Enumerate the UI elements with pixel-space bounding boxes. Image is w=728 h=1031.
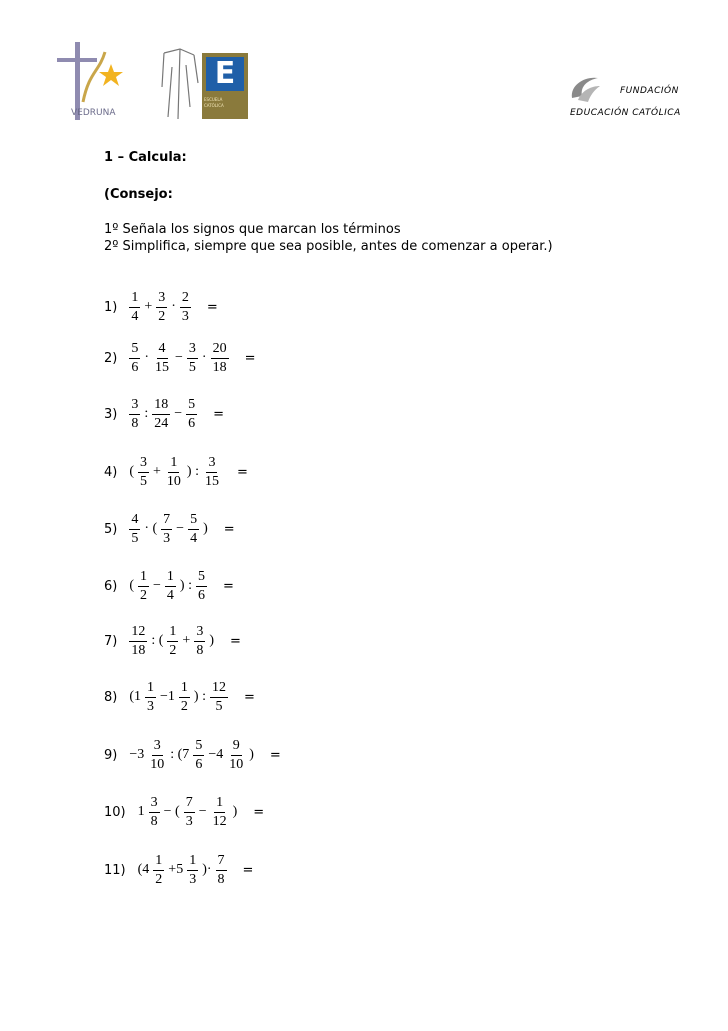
numerator: 3 xyxy=(194,625,205,642)
denominator: 8 xyxy=(217,871,225,887)
denominator: 10 xyxy=(229,756,244,772)
denominator: 4 xyxy=(131,308,139,324)
expression xyxy=(127,681,230,714)
fundacion-logo xyxy=(568,74,718,124)
tip-1: 1º Señala los signos que marcan los términos xyxy=(104,222,401,237)
operator: + xyxy=(144,299,153,314)
problem-4 xyxy=(104,450,248,494)
denominator: 2 xyxy=(180,698,188,714)
numerator: 1 xyxy=(179,681,190,698)
expression xyxy=(127,625,216,658)
fraction xyxy=(180,291,191,324)
operator: − xyxy=(176,521,185,536)
denominator: 3 xyxy=(189,871,197,887)
fraction xyxy=(129,291,140,324)
escuela-text-2: CATÓLICA xyxy=(204,103,224,108)
equals-sign: = xyxy=(229,633,241,649)
equals-sign: = xyxy=(222,578,234,594)
numerator: 20 xyxy=(211,342,229,359)
operator: ) xyxy=(249,747,254,762)
problem-7 xyxy=(104,619,241,663)
fraction xyxy=(129,398,140,431)
fraction xyxy=(129,625,147,658)
fraction xyxy=(129,342,140,375)
denominator: 8 xyxy=(150,813,158,829)
operator: · ( xyxy=(144,521,158,536)
numerator: 1 xyxy=(153,854,164,871)
problem-2 xyxy=(104,336,256,380)
fraction xyxy=(187,854,198,887)
problem-number: 4) xyxy=(104,464,118,480)
expression xyxy=(127,570,209,603)
numerator: 4 xyxy=(129,513,140,530)
denominator: 5 xyxy=(215,698,223,714)
denominator: 18 xyxy=(131,642,146,658)
tip-2: 2º Simplifica, siempre que sea posible, antes de comenzar a operar.) xyxy=(104,239,553,254)
escuela-letter: E xyxy=(206,57,244,91)
equals-sign: = xyxy=(269,747,281,763)
numerator: 1 xyxy=(167,625,178,642)
denominator: 6 xyxy=(131,359,139,375)
operator: − xyxy=(153,578,161,593)
numerator: 7 xyxy=(161,513,172,530)
operator: −3 xyxy=(129,747,145,762)
problem-number: 1) xyxy=(104,299,118,315)
fraction xyxy=(138,456,149,489)
operator: ( xyxy=(129,464,135,479)
equals-sign: = xyxy=(242,862,254,878)
problem-number: 11) xyxy=(104,862,126,878)
numerator: 7 xyxy=(216,854,227,871)
denominator: 5 xyxy=(140,473,148,489)
equals-sign: = xyxy=(223,521,235,537)
fraction xyxy=(152,398,170,431)
advice-title: (Consejo: xyxy=(104,187,173,202)
problem-number: 3) xyxy=(104,406,118,422)
numerator: 4 xyxy=(157,342,168,359)
denominator: 10 xyxy=(150,756,165,772)
fundacion-line2: EDUCACIÓN CATÓLICA xyxy=(570,108,681,118)
fraction xyxy=(227,739,245,772)
figure-logo xyxy=(158,47,200,121)
problem-11 xyxy=(104,848,253,892)
tips-list xyxy=(104,221,704,255)
numerator: 5 xyxy=(196,570,207,587)
problem-number: 8) xyxy=(104,689,118,705)
operator: )· xyxy=(202,862,212,877)
numerator: 3 xyxy=(149,796,160,813)
operator: +5 xyxy=(168,862,184,877)
fraction xyxy=(187,342,198,375)
fraction xyxy=(165,570,176,603)
problem-10 xyxy=(104,790,264,834)
fraction xyxy=(196,570,207,603)
numerator: 3 xyxy=(152,739,163,756)
fraction xyxy=(186,398,197,431)
denominator: 6 xyxy=(188,415,196,431)
fraction xyxy=(149,796,160,829)
operator: −1 xyxy=(160,689,175,704)
denominator: 2 xyxy=(155,871,163,887)
fraction xyxy=(210,681,228,714)
fraction xyxy=(165,456,183,489)
equals-sign: = xyxy=(244,350,256,366)
operator: · xyxy=(171,299,176,314)
numerator: 3 xyxy=(187,342,198,359)
denominator: 4 xyxy=(190,530,198,546)
vedruna-label: VEDRUNA xyxy=(71,108,116,118)
operator: (4 xyxy=(137,862,150,877)
fraction xyxy=(153,342,171,375)
operator: ) : xyxy=(193,689,206,704)
problem-number: 5) xyxy=(104,521,118,537)
escuela-text-1: ESCUELA xyxy=(204,97,223,102)
operator: · xyxy=(201,350,207,365)
denominator: 6 xyxy=(197,587,205,603)
problem-1 xyxy=(104,285,218,329)
problem-number: 6) xyxy=(104,578,118,594)
fraction xyxy=(179,681,190,714)
numerator: 5 xyxy=(129,342,140,359)
numerator: 3 xyxy=(129,398,140,415)
denominator: 3 xyxy=(181,308,189,324)
problem-number: 9) xyxy=(104,747,118,763)
intro xyxy=(104,150,704,255)
denominator: 5 xyxy=(188,359,196,375)
operator: − xyxy=(174,406,183,421)
fraction xyxy=(153,854,164,887)
expression xyxy=(127,398,199,431)
fraction xyxy=(188,513,199,546)
equals-sign: = xyxy=(206,299,218,315)
denominator: 3 xyxy=(185,813,193,829)
denominator: 3 xyxy=(147,698,155,714)
numerator: 1 xyxy=(129,291,140,308)
denominator: 24 xyxy=(154,415,169,431)
operator: + xyxy=(182,633,191,648)
denominator: 15 xyxy=(155,359,170,375)
denominator: 2 xyxy=(169,642,177,658)
operator: 1 xyxy=(137,804,145,819)
fraction xyxy=(184,796,195,829)
denominator: 3 xyxy=(163,530,171,546)
fraction xyxy=(148,739,166,772)
fraction xyxy=(138,570,149,603)
numerator: 12 xyxy=(129,625,147,642)
denominator: 8 xyxy=(131,415,139,431)
fraction xyxy=(216,854,227,887)
equals-sign: = xyxy=(236,464,248,480)
expression xyxy=(127,739,256,772)
operator: − xyxy=(198,804,207,819)
problem-number: 10) xyxy=(104,804,126,820)
denominator: 5 xyxy=(131,530,139,546)
fraction xyxy=(193,739,204,772)
denominator: 12 xyxy=(212,813,227,829)
fraction xyxy=(211,796,229,829)
operator: ) : xyxy=(186,464,199,479)
numerator: 1 xyxy=(214,796,225,813)
problem-number: 7) xyxy=(104,633,118,649)
operator: : ( xyxy=(151,633,164,648)
denominator: 6 xyxy=(195,756,203,772)
denominator: 2 xyxy=(140,587,148,603)
fraction xyxy=(167,625,178,658)
expression xyxy=(127,456,223,489)
vedruna-logo xyxy=(55,42,135,124)
operator: ) : xyxy=(179,578,192,593)
operator: ) xyxy=(209,633,214,648)
equals-sign: = xyxy=(253,804,265,820)
operator: − xyxy=(175,350,183,365)
fraction xyxy=(156,291,167,324)
expression xyxy=(127,513,209,546)
numerator: 5 xyxy=(186,398,197,415)
numerator: 3 xyxy=(138,456,149,473)
denominator: 8 xyxy=(196,642,204,658)
operator: + xyxy=(153,464,161,479)
denominator: 15 xyxy=(204,473,219,489)
problem-8 xyxy=(104,675,255,719)
operator: −4 xyxy=(208,747,224,762)
numerator: 18 xyxy=(152,398,170,415)
numerator: 1 xyxy=(165,570,176,587)
operator: ) xyxy=(203,521,208,536)
numerator: 1 xyxy=(138,570,149,587)
fraction xyxy=(161,513,172,546)
expression xyxy=(127,291,193,324)
numerator: 5 xyxy=(188,513,199,530)
numerator: 2 xyxy=(180,291,191,308)
numerator: 3 xyxy=(156,291,167,308)
denominator: 10 xyxy=(166,473,181,489)
exercise-heading: 1 – Calcula: xyxy=(104,150,187,165)
numerator: 5 xyxy=(193,739,204,756)
problem-9 xyxy=(104,733,281,777)
header-logos xyxy=(0,0,728,140)
problem-3 xyxy=(104,392,224,436)
fraction xyxy=(194,625,205,658)
numerator: 1 xyxy=(187,854,198,871)
equals-sign: = xyxy=(243,689,255,705)
numerator: 12 xyxy=(210,681,228,698)
operator: (1 xyxy=(129,689,142,704)
expression xyxy=(136,854,229,887)
equals-sign: = xyxy=(213,406,225,422)
fraction xyxy=(145,681,156,714)
operator: − ( xyxy=(163,804,180,819)
operator: : xyxy=(144,406,149,421)
denominator: 18 xyxy=(212,359,227,375)
operator: ) xyxy=(232,804,238,819)
problem-number: 2) xyxy=(104,350,118,366)
fraction xyxy=(129,513,140,546)
fundacion-line1: FUNDACIÓN xyxy=(620,86,679,96)
escuela-logo xyxy=(202,53,248,119)
numerator: 7 xyxy=(184,796,195,813)
figure-icon xyxy=(158,47,200,121)
denominator: 4 xyxy=(166,587,174,603)
numerator: 3 xyxy=(206,456,217,473)
problem-6 xyxy=(104,564,234,608)
operator: · xyxy=(144,350,150,365)
operator: ( xyxy=(129,578,135,593)
fraction xyxy=(203,456,221,489)
fraction xyxy=(211,342,229,375)
numerator: 1 xyxy=(168,456,179,473)
problem-5 xyxy=(104,507,235,551)
expression xyxy=(127,342,230,375)
operator: : (7 xyxy=(170,747,190,762)
numerator: 1 xyxy=(145,681,156,698)
denominator: 2 xyxy=(158,308,166,324)
numerator: 9 xyxy=(231,739,242,756)
swirl-icon xyxy=(568,74,602,104)
expression xyxy=(136,796,240,829)
